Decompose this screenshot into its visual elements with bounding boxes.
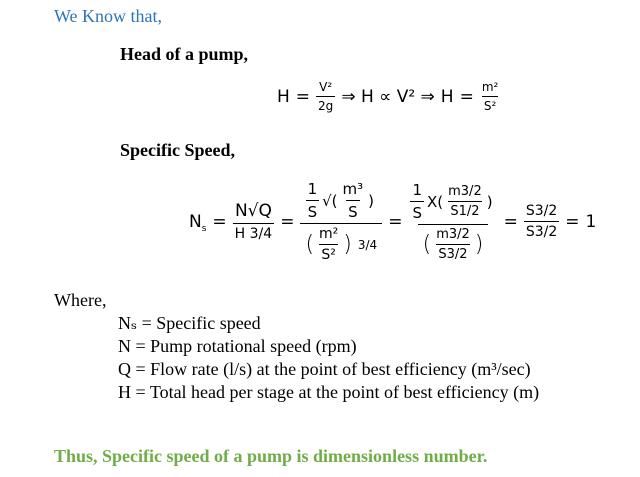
ss-eq-lhs-sub: s	[201, 223, 207, 234]
ss-term3-inner-num: m3/2	[448, 184, 482, 199]
ss-term2	[300, 180, 382, 263]
ss-term2-inner-num: m³	[342, 180, 364, 198]
equals-sign: =	[280, 211, 295, 232]
ss-term3-den-den: S3/2	[436, 244, 469, 262]
ss-eq-lhs-N: N	[189, 211, 202, 232]
head-eq-frac2-den: S²	[482, 96, 498, 113]
open-paren: (	[422, 232, 432, 257]
head-eq-frac2-num: m²	[481, 80, 499, 94]
ss-term4	[524, 203, 559, 240]
ss-term3-den	[418, 224, 489, 262]
ss-term3-den-num: m3/2	[436, 227, 470, 242]
ss-term2-one: 1	[307, 180, 318, 198]
equals-sign: =	[295, 86, 311, 107]
ss-term2-sqrt: √(	[322, 191, 338, 210]
head-of-pump-heading: Head of a pump,	[120, 44, 249, 64]
head-eq-lhs: H	[277, 86, 290, 107]
ss-term3-den-frac	[434, 227, 472, 262]
ss-term4-den: S3/2	[524, 221, 559, 240]
ss-term2-den	[300, 223, 382, 263]
ss-term3-inner-den: S1/2	[448, 201, 481, 219]
definition-n: N = Pump rotational speed (rpm)	[118, 336, 357, 356]
where-label: Where,	[54, 290, 107, 310]
ss-term3-s: S	[410, 201, 424, 222]
equals-sign: =	[459, 86, 474, 107]
head-eq-implies: ⇒ H ∝ V² ⇒	[341, 86, 435, 107]
ss-term4-num: S3/2	[525, 203, 558, 219]
close-paren: )	[486, 192, 493, 211]
close-paren: )	[474, 232, 484, 257]
ss-term1-num: N√Q	[234, 201, 272, 221]
definition-q: Q = Flow rate (l/s) at the point of best efficiency (m³/sec)	[118, 359, 531, 379]
ss-term1-den: H 3/4	[233, 223, 275, 242]
ss-term2-inner-den: S	[346, 200, 360, 221]
equals-sign: =	[212, 211, 227, 232]
ss-term3-one: 1	[412, 181, 422, 199]
ss-term3	[408, 181, 497, 262]
ss-term2-den-den: S²	[319, 244, 338, 263]
head-eq-frac-num: V²	[319, 80, 333, 94]
ss-term3-num	[408, 181, 497, 224]
ss-term2-num	[304, 180, 379, 223]
head-eq-frac-den: 2g	[316, 96, 335, 113]
equals-sign: =	[565, 211, 580, 232]
ss-term2-inner-frac	[341, 180, 366, 221]
ss-term2-den-frac	[317, 226, 340, 263]
specific-speed-heading: Specific Speed,	[120, 140, 235, 160]
specific-speed-equation	[186, 180, 599, 263]
head-equation	[274, 80, 503, 113]
ss-term1	[233, 201, 275, 242]
close-paren: )	[368, 191, 375, 210]
head-eq-fraction2	[480, 80, 501, 113]
definition-h: H = Total head per stage at the point of best efficiency (m)	[118, 382, 540, 402]
definition-ns: Nₛ = Specific speed	[118, 313, 261, 333]
equals-sign: =	[503, 211, 518, 232]
ss-term3-one-over-s	[410, 181, 424, 222]
equals-sign: =	[388, 211, 403, 232]
open-paren: (	[305, 232, 315, 257]
ss-eq-lhs	[189, 212, 206, 232]
ss-term3-x: X(	[426, 192, 444, 211]
ss-term2-den-exp: 3/4	[357, 237, 378, 252]
close-paren: )	[343, 232, 352, 257]
ss-term2-one-over-s	[306, 180, 320, 221]
conclusion-text: Thus, Specific speed of a pump is dimensionless number.	[54, 446, 488, 466]
intro-text: We Know that,	[54, 6, 163, 26]
ss-term3-inner-frac	[446, 184, 484, 219]
ss-term2-s: S	[306, 200, 320, 221]
ss-term2-den-num: m²	[319, 226, 339, 242]
head-eq-lhs2: H	[440, 86, 454, 107]
ss-result: 1	[585, 211, 597, 232]
head-eq-fraction	[316, 80, 335, 113]
